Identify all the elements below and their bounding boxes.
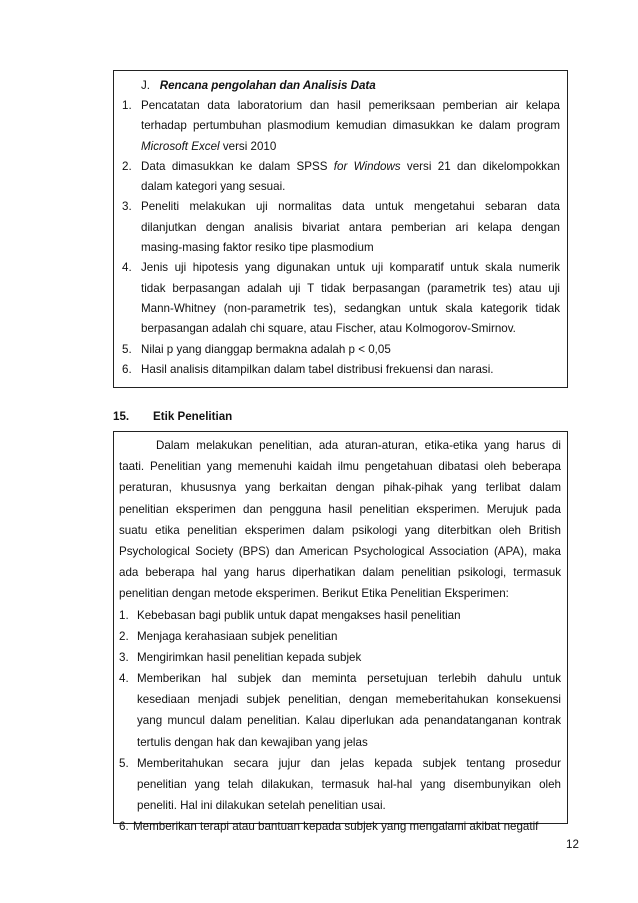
item-text: Memberitahukan secara jujur dan jelas kepada subjek tentang prosedur xyxy=(137,756,561,770)
section-j-heading xyxy=(122,76,560,96)
item-text: peneliti. Hal ini dilakukan setelah penelitian usai. xyxy=(137,799,386,813)
list-item xyxy=(122,360,560,380)
paragraph-line: ada beberapa hal yang harus diperhatikan dalam penelitian psikologi, termasuk xyxy=(119,566,561,580)
list-item xyxy=(122,340,560,360)
item-text: Mann-Whitney (non-parametrik tes), sedangkan untuk skala kategorik tidak xyxy=(141,301,560,315)
list-item xyxy=(119,816,561,837)
item-number: 6. xyxy=(119,820,129,834)
item-number: 4. xyxy=(122,261,132,275)
paragraph-line: Psychological Society (BPS) dan American Psychological Association (APA), maka xyxy=(119,544,561,558)
item-text: tertulis dengan hak dan kewajiban yang jelas xyxy=(137,735,368,749)
list-item xyxy=(119,605,561,626)
paragraph-line: peraturan, khususnya yang berkaitan dengan pihak-pihak yang terlibat dalam xyxy=(119,481,561,495)
item-text: dilanjutkan dengan analisis bivariat antara pemberian ari kelapa dengan xyxy=(141,220,560,234)
section-15-title: Etik Penelitian xyxy=(153,410,233,423)
item-text: Kebebasan bagi publik untuk dapat mengakses hasil penelitian xyxy=(137,608,461,622)
list-item xyxy=(122,197,560,258)
paragraph-line: taati. Penelitian yang memenuhi kaidah ilmu pengetahuan dibatasi oleh beberapa xyxy=(119,460,561,474)
paragraph-line: suatu etika penelitian eksperimen dalam psikologi yang diterbitkan oleh British xyxy=(119,523,561,537)
section-j-title: Rencana pengolahan dan Analisis Data xyxy=(159,79,376,92)
list-item xyxy=(119,668,561,753)
paragraph-line: Dalam melakukan penelitian, ada aturan-aturan, etika-etika yang harus di xyxy=(156,439,561,452)
item-text: Pencatatan data laboratorium dan hasil pemeriksaan pemberian air kelapa xyxy=(141,99,560,112)
item-text: versi 2010 xyxy=(219,139,277,153)
item-text: Menjaga kerahasiaan subjek penelitian xyxy=(137,629,338,643)
item-text: Mengirimkan hasil penelitian kepada subjek xyxy=(137,650,362,664)
item-text: versi 21 dan dikelompokkan xyxy=(400,159,560,173)
item-text: tidak berpasangan adalah uji T tidak berpasangan (parametrik tes) atau uji xyxy=(141,281,560,295)
item-text: berpasangan adalah chi square, atau Fischer, atau Kolmogorov-Smirnov. xyxy=(141,322,516,336)
item-text: Data dimasukkan ke dalam SPSS xyxy=(141,159,334,173)
list-item xyxy=(122,96,560,157)
page-number: 12 xyxy=(566,838,579,851)
item-number: 6. xyxy=(122,362,132,376)
list-item xyxy=(119,647,561,668)
item-text: yang muncul dalam penelitian. Kalau diperlukan ada penandatanganan kontrak xyxy=(137,714,561,728)
item-number: 5. xyxy=(122,342,132,356)
item-number: 3. xyxy=(122,200,132,214)
item-text: Peneliti melakukan uji normalitas data untuk mengetahui sebaran data xyxy=(141,200,560,214)
list-item xyxy=(119,626,561,647)
item-text: kesediaan menjadi subjek penelitian, dengan memeberitahukan konsekuensi xyxy=(137,693,561,707)
item-text: Hasil analisis ditampilkan dalam tabel distribusi frekuensi dan narasi. xyxy=(141,362,494,376)
paragraph-line: penelitian eksperimen dan pengguna hasil penelitian eksperimen. Merujuk pada xyxy=(119,502,561,516)
item-text: Memberikan hal subjek dan meminta persetujuan terlebih dahulu untuk xyxy=(137,672,561,686)
item-number: 2. xyxy=(122,159,132,173)
section-15-heading xyxy=(113,410,232,423)
list-item xyxy=(119,753,561,817)
section-j-label: J. xyxy=(141,79,151,92)
item-text: penelitian yang telah dilakukan, termasuk hal-hal yang disembunyikan oleh xyxy=(137,778,561,791)
item-text: terhadap pertumbuhan plasmodium kemudian dimasukkan ke dalam program xyxy=(141,119,560,133)
item-text: Memberikan terapi atau bantuan kepada subjek yang mengalami akibat negatif xyxy=(133,820,539,834)
item-text: masing-masing faktor resiko tipe plasmodium xyxy=(141,241,374,255)
item-text: Nilai p yang dianggap bermakna adalah p < 0,05 xyxy=(141,342,391,356)
ethics-box xyxy=(113,431,568,834)
item-number: 2. xyxy=(119,629,129,643)
item-text-italic: Microsoft Excel xyxy=(141,139,220,153)
analysis-plan-box xyxy=(113,70,568,388)
section-15-number: 15. xyxy=(113,410,130,423)
paragraph-line: penelitian dengan metode eksperimen. Berikut Etika Penelitian Eksperimen: xyxy=(119,587,509,601)
item-text: Jenis uji hipotesis yang digunakan untuk uji komparatif untuk skala numerik xyxy=(141,261,560,275)
item-number: 5. xyxy=(119,756,129,770)
item-text-italic: for Windows xyxy=(333,159,401,173)
item-number: 1. xyxy=(122,99,132,112)
item-number: 3. xyxy=(119,650,129,664)
item-number: 4. xyxy=(119,672,129,686)
item-text: dalam kategori yang sesuai. xyxy=(141,180,286,194)
item-number: 1. xyxy=(119,608,129,622)
list-item xyxy=(122,157,560,198)
list-item xyxy=(122,258,560,339)
